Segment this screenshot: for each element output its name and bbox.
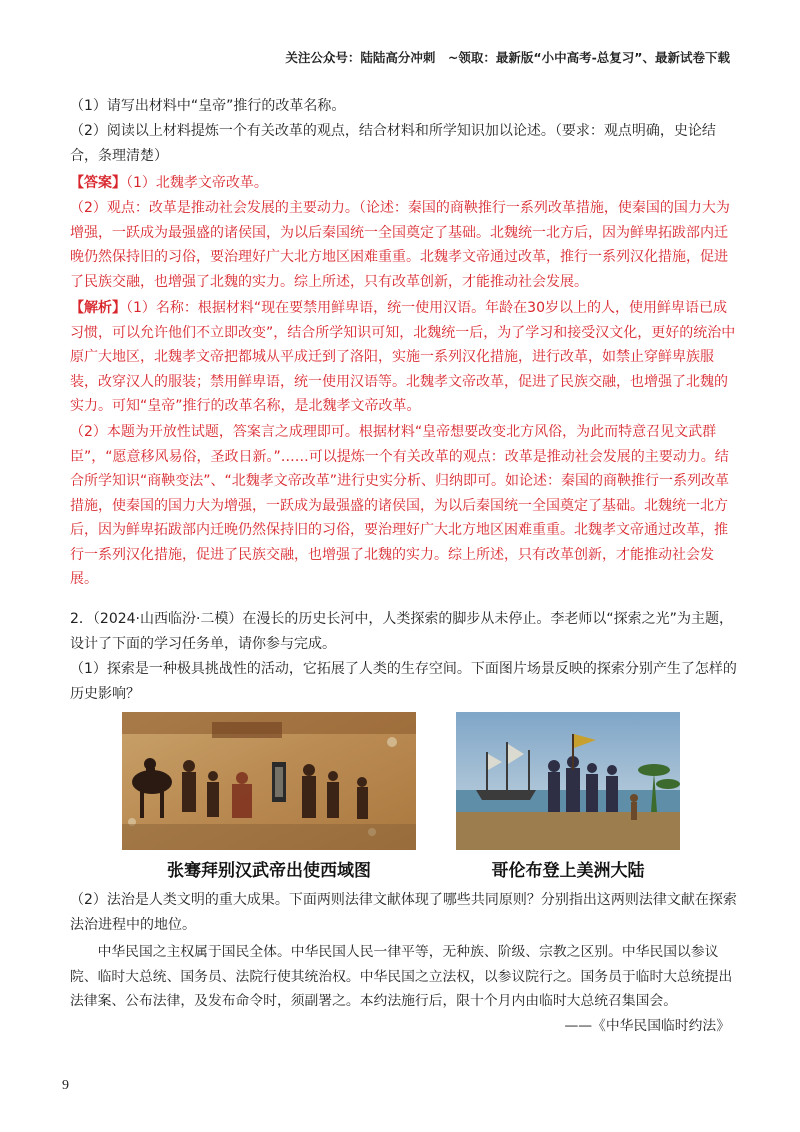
analysis2: （2）本题为开放性试题，答案言之成理即可。根据材料“皇帝想要改变北方风俗，为此而特意召见文武群臣”，“愿意移风易俗，圣政日新。”……可以提炼一个有关改革的观点：改革是推动社会发展的主要动力。结合所学知识“商鞅变法”、“北魏孝文帝改革”进行史实分析、归纳即可。如论述：秦国的商鞅推行一系列改革措施，使秦国的国力大为增强，一跃成为最强盛的诸侯国，为以后秦国统一全国奠定了基础。北魏统一北方后，因为鲜卑拓跋部内迁晚仍然保持旧的习俗，要治理好广大北方地区困难重重。北魏孝文帝通过改革，推行一系列汉化措施，促进了民族交融，也增强了北魏的实力。综上所述，只有改革创新，才能推动社会发展。: [70, 424, 730, 587]
analysis-line: [70, 296, 738, 419]
q1-sub1: （1）请写出材料中“皇帝”推行的改革名称。: [70, 98, 346, 114]
answer-tag: 【答案】: [70, 175, 126, 191]
image2-caption: 哥伦布登上美洲大陆: [491, 861, 645, 881]
image1-caption: 张骞拜别汉武帝出使西域图: [167, 861, 371, 881]
zhangqian-painting: [122, 712, 416, 850]
q1-sub2: （2）阅读以上材料提炼一个有关改革的观点，结合材料和所学知识加以论述。（要求：观点明确，史论结合，条理清楚）: [70, 123, 716, 164]
q2-intro: 2．（2024·山西临汾·二模）在漫长的历史长河中，人类探索的脚步从未停止。李老师以“探索之光”为主题，设计了下面的学习任务单，请你参与完成。: [70, 611, 733, 652]
analysis-tag: 【解析】: [70, 300, 126, 316]
analysis1: （1）名称：根据材料“现在要禁用鲜卑语，统一使用汉语。年龄在30岁以上的人，使用鲜卑语已成习惯，可以允许他们不立即改变”，结合所学知识可知，北魏统一后，为了学习和接受汉文化，更好的统治中原广大地区，北魏孝文帝把都城从平成迁到了洛阳，实施一系列汉化措施，进行改革，如禁止穿鲜卑族服装，改穿汉人的服装；禁用鲜卑语，统一使用汉语等。北魏孝文帝改革，促进了民族交融，也增强了北魏的实力。可知“皇帝”推行的改革名称，是北魏孝文帝改革。: [70, 300, 736, 414]
answer-line: [70, 171, 738, 196]
page-number: 9: [62, 1078, 69, 1093]
q2-sub2: （2）法治是人类文明的重大成果。下面两则法律文献体现了哪些共同原则？分别指出这两则法律文献在探索法治进程中的地位。: [70, 892, 737, 933]
law-source: ——《中华民国临时约法》: [564, 1018, 730, 1034]
law-text: 中华民国之主权属于国民全体。中华民国人民一律平等，无种族、阶级、宗教之区别。中华民国以参议院、临时大总统、国务员、法院行使其统治权。中华民国之立法权，以参议院行之。国务员于临时大总统提出法律案、公布法律，及发布命令时，须副署之。本约法施行后，限十个月内由临时大总统召集国会。: [70, 944, 733, 1009]
header-note: 关注公众号：陆陆高分冲刺 ~领取：最新版“小中高考-总复习”、最新试卷下载: [285, 50, 730, 65]
answer2: （2）观点：改革是推动社会发展的主要动力。（论述：秦国的商鞅推行一系列改革措施，使秦国的国力大为增强，一跃成为最强盛的诸侯国，为以后秦国统一全国奠定了基础。北魏统一北方后，因为鲜卑拓跋部内迁晚仍然保持旧的习俗，要治理好广大北方地区困难重重。北魏孝文帝通过改革，推行一系列汉化措施，促进了民族交融，也增强了北魏的实力。综上所述，只有改革创新，才能推动社会发展。: [70, 200, 730, 290]
answer1: （1）北魏孝文帝改革。: [126, 175, 268, 191]
q2-sub1: （1）探索是一种极具挑战性的活动，它拓展了人类的生存空间。下面图片场景反映的探索分别产生了怎样的历史影响？: [70, 661, 737, 702]
columbus-painting: [456, 712, 680, 850]
